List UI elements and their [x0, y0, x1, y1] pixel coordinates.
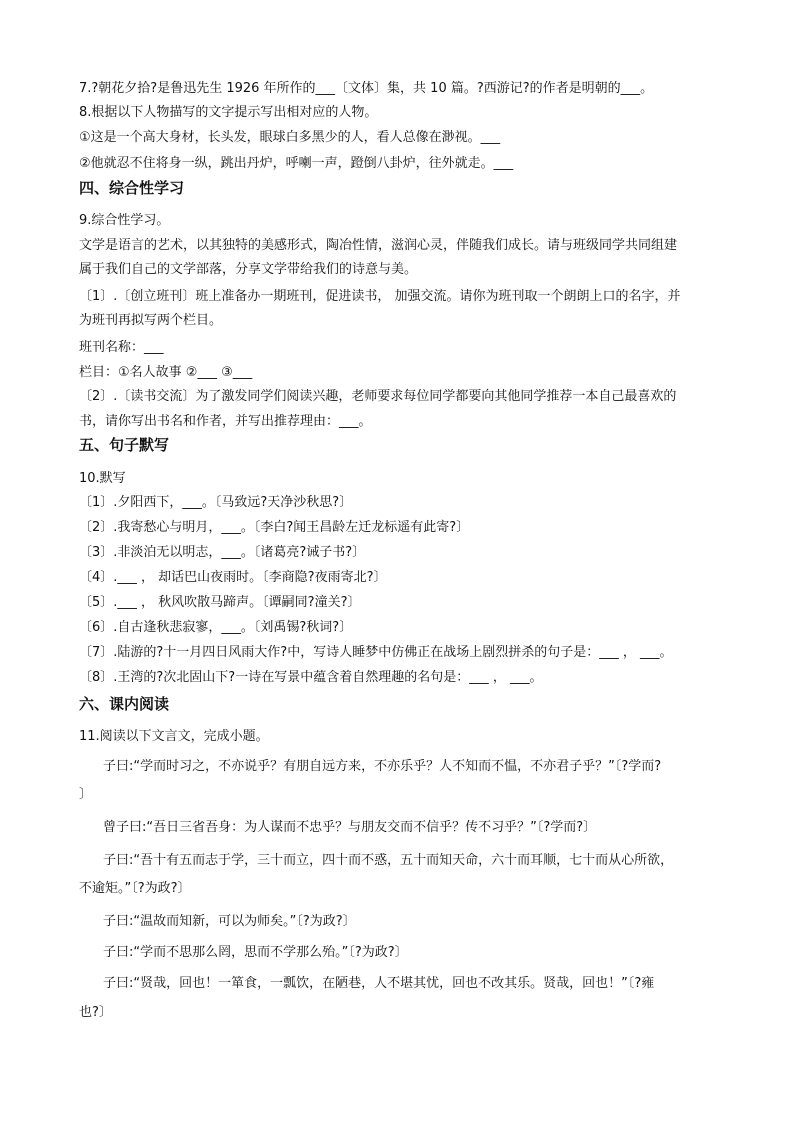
question-9-part-1-line-1: 〔1〕.〔创立班刊〕班上准备办一期班刊，促进读书， 加强交流。请你为班刊取一个朗朗上口的名字，并 [79, 289, 681, 304]
question-10-item-5: 〔5〕.___ ， 秋风吹散马蹄声。〔谭嗣同?潼关?〕 [79, 595, 361, 610]
reading-passage-4: 子曰:“温故而知新，可以为师矣。”〔?为政?〕 [103, 914, 356, 929]
question-9-part-2-line-2: 书，请你写出书名和作者，并写出推荐理由：___。 [79, 414, 372, 429]
question-10-item-2: 〔2〕.我寄愁心与明月，___。〔李白?闻王昌龄左迁龙标遥有此寄?〕 [79, 520, 470, 535]
reading-passage-5: 子曰:“学而不思那么罔，思而不学那么殆。”〔?为政?〕 [103, 945, 408, 960]
question-8: 8.根据以下人物描写的文字提示写出相对应的人物。 [79, 105, 378, 120]
question-8-item-1: ①这是一个高大身材，长头发，眼球白多黑少的人，看人总像在渺视。___ [79, 130, 501, 145]
section-heading-6: 六、课内阅读 [79, 695, 170, 713]
question-9-columns: 栏目：①名人故事 ②___ ③___ [79, 365, 253, 380]
question-10-item-7: 〔7〕.陆游的?十一月四日风雨大作?中，写诗人睡梦中仿佛正在战场上剧烈拼杀的句子是：___ ， ___。 [79, 645, 673, 660]
question-9-journal-name: 班刊名称：___ [79, 340, 164, 355]
question-10-item-4: 〔4〕.___ ， 却话巴山夜雨时。〔李商隐?夜雨寄北?〕 [79, 570, 387, 585]
reading-passage-6-line-1: 子曰:“贤哉，回也！一箪食，一瓢饮，在陋巷，人不堪其忧，回也不改其乐。贤哉，回也！”〔?雍 [103, 976, 655, 991]
question-10-item-8: 〔8〕.王湾的?次北固山下?一诗在写景中蕴含着自然理趣的名句是：___ ， ___。 [79, 670, 543, 685]
section-heading-5: 五、句子默写 [79, 436, 170, 454]
question-9-intro-line-1: 文学是语言的艺术，以其独特的美感形式，陶冶性情，滋润心灵，伴随我们成长。请与班级同学共同组建 [79, 238, 678, 253]
question-9-part-2-line-1: 〔2〕.〔读书交流〕为了激发同学们阅读兴趣，老师要求每位同学都要向其他同学推荐一本自己最喜欢的 [79, 389, 677, 404]
question-8-item-2: ②他就忍不住将身一纵，跳出丹炉，呼喇一声，蹬倒八卦炉，往外就走。___ [79, 156, 514, 171]
question-9-part-1-line-2: 为班刊再拟写两个栏目。 [79, 313, 223, 328]
question-10-item-6: 〔6〕.自古逢秋悲寂寥，___。〔刘禹锡?秋词?〕 [79, 620, 353, 635]
question-10: 10.默写 [79, 471, 126, 486]
reading-passage-2: 曾子曰:“吾日三省吾身：为人谋而不忠乎？与朋友交而不信乎？传不习乎？”〔?学而?〕 [103, 820, 597, 835]
question-11: 11.阅读以下文言文，完成小题。 [79, 729, 269, 744]
question-9: 9.综合性学习。 [79, 213, 170, 228]
reading-passage-6-line-2: 也?〕 [79, 1005, 112, 1020]
question-7: 7.?朝花夕拾?是鲁迅先生 1926 年所作的___〔文体〕集，共 10 篇。?西游记?的作者是明朝的___。 [79, 81, 654, 96]
reading-passage-3-line-1: 子曰:“吾十有五而志于学，三十而立，四十而不惑，五十而知天命，六十而耳顺，七十而从心所欲， [103, 853, 674, 868]
question-10-item-1: 〔1〕.夕阳西下，___。〔马致远?天净沙秋思?〕 [79, 495, 353, 510]
reading-passage-1-line-1: 子曰:“学而时习之，不亦说乎？有朋自远方来，不亦乐乎？人不知而不愠，不亦君子乎？”〔?学而? [103, 759, 662, 774]
reading-passage-1-line-2: 〕 [79, 787, 93, 802]
section-heading-4: 四、综合性学习 [79, 179, 185, 197]
question-9-intro-line-2: 属于我们自己的文学部落，分享文学带给我们的诗意与美。 [79, 262, 418, 277]
reading-passage-3-line-2: 不逾矩。”〔?为政?〕 [79, 881, 191, 896]
question-10-item-3: 〔3〕.非淡泊无以明志，___。〔诸葛亮?诫子书?〕 [79, 545, 366, 560]
